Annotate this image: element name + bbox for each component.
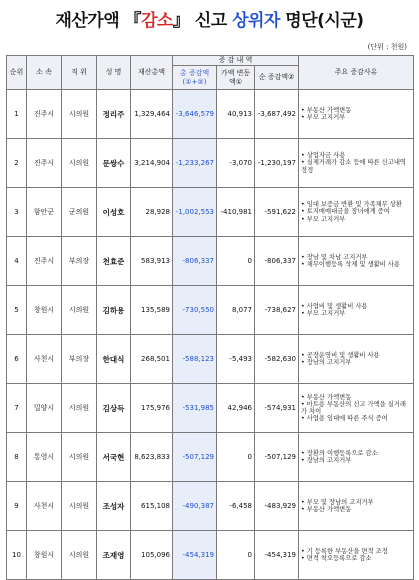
reason-line: • 임대 보증금 반환 및 가족채무 상환 (301, 201, 411, 208)
affiliation-cell: 함안군 (27, 188, 62, 237)
total-cell: 583,913 (131, 237, 173, 286)
affiliation-cell: 통영시 (27, 433, 62, 482)
value-change-cell: 40,913 (217, 90, 255, 139)
name-cell: 천효준 (97, 237, 131, 286)
title-highlight-top: 상위자 (232, 11, 280, 31)
reason-line: • 토지매매대금을 장녀에게 증여 (301, 208, 411, 215)
unit-label: (단위 : 천원) (367, 43, 407, 51)
affiliation-cell: 진주시 (27, 90, 62, 139)
reason-line: • 장남 및 차남 고지거부 (301, 254, 411, 261)
header-rank: 순위 (7, 56, 27, 90)
position-cell: 부의장 (62, 237, 97, 286)
rank-cell: 3 (7, 188, 27, 237)
name-cell: 서국현 (97, 433, 131, 482)
total-cell: 175,976 (131, 384, 173, 433)
header-affiliation: 소 속 (27, 56, 62, 90)
header-name: 성 명 (97, 56, 131, 90)
total-cell: 268,501 (131, 335, 173, 384)
value-change-cell: 0 (217, 531, 255, 580)
rank-cell: 4 (7, 237, 27, 286)
asset-decrease-table (6, 55, 414, 580)
name-cell: 김하용 (97, 286, 131, 335)
rank-cell: 5 (7, 286, 27, 335)
name-cell: 정리주 (97, 90, 131, 139)
rank-cell: 10 (7, 531, 27, 580)
affiliation-cell: 창원시 (27, 531, 62, 580)
header-value-change: 가액 변동액① (217, 66, 255, 90)
affiliation-cell: 사천시 (27, 482, 62, 531)
position-cell: 시의원 (62, 531, 97, 580)
total-cell: 28,928 (131, 188, 173, 237)
net-change-cell: -806,337 (255, 237, 299, 286)
value-change-cell: 8,077 (217, 286, 255, 335)
reason-line: • 공장운영비 및 생활비 사용 (301, 352, 411, 359)
title-highlight-decrease: 감소 (141, 11, 173, 31)
reason-line: • 부동산 가액변동 (301, 394, 411, 401)
name-cell: 문쌍수 (97, 139, 131, 188)
table-row (7, 433, 414, 482)
rank-cell: 9 (7, 482, 27, 531)
header-position: 직 위 (62, 56, 97, 90)
position-cell: 시의원 (62, 139, 97, 188)
total-cell: 615,108 (131, 482, 173, 531)
name-cell: 이성호 (97, 188, 131, 237)
reason-cell (299, 531, 414, 580)
total-cell: 135,589 (131, 286, 173, 335)
reason-cell (299, 188, 414, 237)
table-row (7, 139, 414, 188)
position-cell: 시의원 (62, 433, 97, 482)
name-cell: 조재영 (97, 531, 131, 580)
value-change-cell: -6,458 (217, 482, 255, 531)
table-row (7, 335, 414, 384)
reason-line: • 부모 고지거부 (301, 310, 411, 317)
table-body (7, 90, 414, 580)
decrease-cell: -1,002,553 (173, 188, 217, 237)
total-cell: 8,623,833 (131, 433, 173, 482)
reason-line: • 장남의 고지거부 (301, 359, 411, 366)
affiliation-cell: 사천시 (27, 335, 62, 384)
table-row (7, 237, 414, 286)
decrease-cell: -1,233,267 (173, 139, 217, 188)
table-row (7, 531, 414, 580)
net-change-cell: -3,687,492 (255, 90, 299, 139)
net-change-cell: -1,230,197 (255, 139, 299, 188)
net-change-cell: -483,929 (255, 482, 299, 531)
header-total: 재산총액 (131, 56, 173, 90)
net-change-cell: -591,622 (255, 188, 299, 237)
decrease-cell: -3,646,579 (173, 90, 217, 139)
title-part-3: 』 신고 (172, 11, 233, 31)
position-cell: 시의원 (62, 286, 97, 335)
reason-cell (299, 335, 414, 384)
total-cell: 3,214,904 (131, 139, 173, 188)
reason-line: • 사업비 및 생활비 사용 (301, 303, 411, 310)
value-change-cell: -3,070 (217, 139, 255, 188)
reason-line: • 부모 고지거부 (301, 114, 411, 121)
value-change-cell: 0 (217, 433, 255, 482)
table-row (7, 286, 414, 335)
net-change-cell: -574,931 (255, 384, 299, 433)
reason-line: • 부동산 가액변동 (301, 107, 411, 114)
reason-line: • 장남의 고지거부 (301, 457, 411, 464)
value-change-cell: -410,981 (217, 188, 255, 237)
title-part-5: 명단(시군) (279, 11, 364, 31)
table-row (7, 188, 414, 237)
reason-line: • 부모 고지거부 (301, 216, 411, 223)
reason-line: • 기 등록한 부동산을 면적 조정 (301, 548, 411, 555)
value-change-cell: 0 (217, 237, 255, 286)
name-cell: 조성자 (97, 482, 131, 531)
reason-line: • 사업용 임대에 따른 주식 증여 (301, 415, 411, 422)
title-part-1: 재산가액 『 (55, 11, 142, 31)
value-change-cell: 42,946 (217, 384, 255, 433)
net-change-cell: -454,319 (255, 531, 299, 580)
position-cell: 시의원 (62, 482, 97, 531)
reason-line: • 마트용 부동산의 신고 가액을 실거래가 차이 (301, 401, 411, 415)
total-cell: 105,096 (131, 531, 173, 580)
total-cell: 1,329,464 (131, 90, 173, 139)
affiliation-cell: 밀양시 (27, 384, 62, 433)
reason-line: • 실제거래가 감소 등에 따른 신고내역 정정 (301, 159, 411, 173)
decrease-cell: -730,550 (173, 286, 217, 335)
rank-cell: 2 (7, 139, 27, 188)
value-change-cell: -5,493 (217, 335, 255, 384)
rank-cell: 8 (7, 433, 27, 482)
decrease-cell: -507,129 (173, 433, 217, 482)
header-net-change: 순 증감액② (255, 66, 299, 90)
affiliation-cell: 진주시 (27, 139, 62, 188)
position-cell: 군의원 (62, 188, 97, 237)
reason-cell (299, 286, 414, 335)
position-cell: 부의장 (62, 335, 97, 384)
rank-cell: 6 (7, 335, 27, 384)
name-cell: 한대식 (97, 335, 131, 384)
decrease-cell: -806,337 (173, 237, 217, 286)
reason-cell (299, 237, 414, 286)
position-cell: 시의원 (62, 384, 97, 433)
reason-line: • 장환의 이행등록으로 감소 (301, 450, 411, 457)
name-cell: 김상득 (97, 384, 131, 433)
decrease-cell: -531,985 (173, 384, 217, 433)
table-row (7, 482, 414, 531)
reason-line: • 채무이행등록 삭제 및 생활비 사용 (301, 261, 411, 268)
affiliation-cell: 진주시 (27, 237, 62, 286)
header-reason: 주요 증감사유 (299, 56, 414, 90)
page-title (0, 6, 419, 31)
reason-line: • 상업자금 사용 (301, 152, 411, 159)
reason-line: • 부모 및 장남의 고지거부 (301, 499, 411, 506)
decrease-cell: -588,123 (173, 335, 217, 384)
header-change-group: 증 감 내 역 (173, 56, 299, 66)
reason-cell (299, 384, 414, 433)
affiliation-cell: 창원시 (27, 286, 62, 335)
reason-cell (299, 482, 414, 531)
table-row (7, 384, 414, 433)
reason-cell (299, 90, 414, 139)
decrease-cell: -454,319 (173, 531, 217, 580)
rank-cell: 1 (7, 90, 27, 139)
decrease-cell: -490,387 (173, 482, 217, 531)
reason-cell (299, 139, 414, 188)
reason-line: • 부동산 가액변동 (301, 506, 411, 513)
net-change-cell: -582,630 (255, 335, 299, 384)
reason-cell (299, 433, 414, 482)
header-decrease: 총 증감액(①+②) (173, 66, 217, 90)
net-change-cell: -507,129 (255, 433, 299, 482)
position-cell: 시의원 (62, 90, 97, 139)
rank-cell: 7 (7, 384, 27, 433)
table-row (7, 90, 414, 139)
net-change-cell: -738,627 (255, 286, 299, 335)
reason-line: • 면적 착오등록으로 감소 (301, 555, 411, 562)
